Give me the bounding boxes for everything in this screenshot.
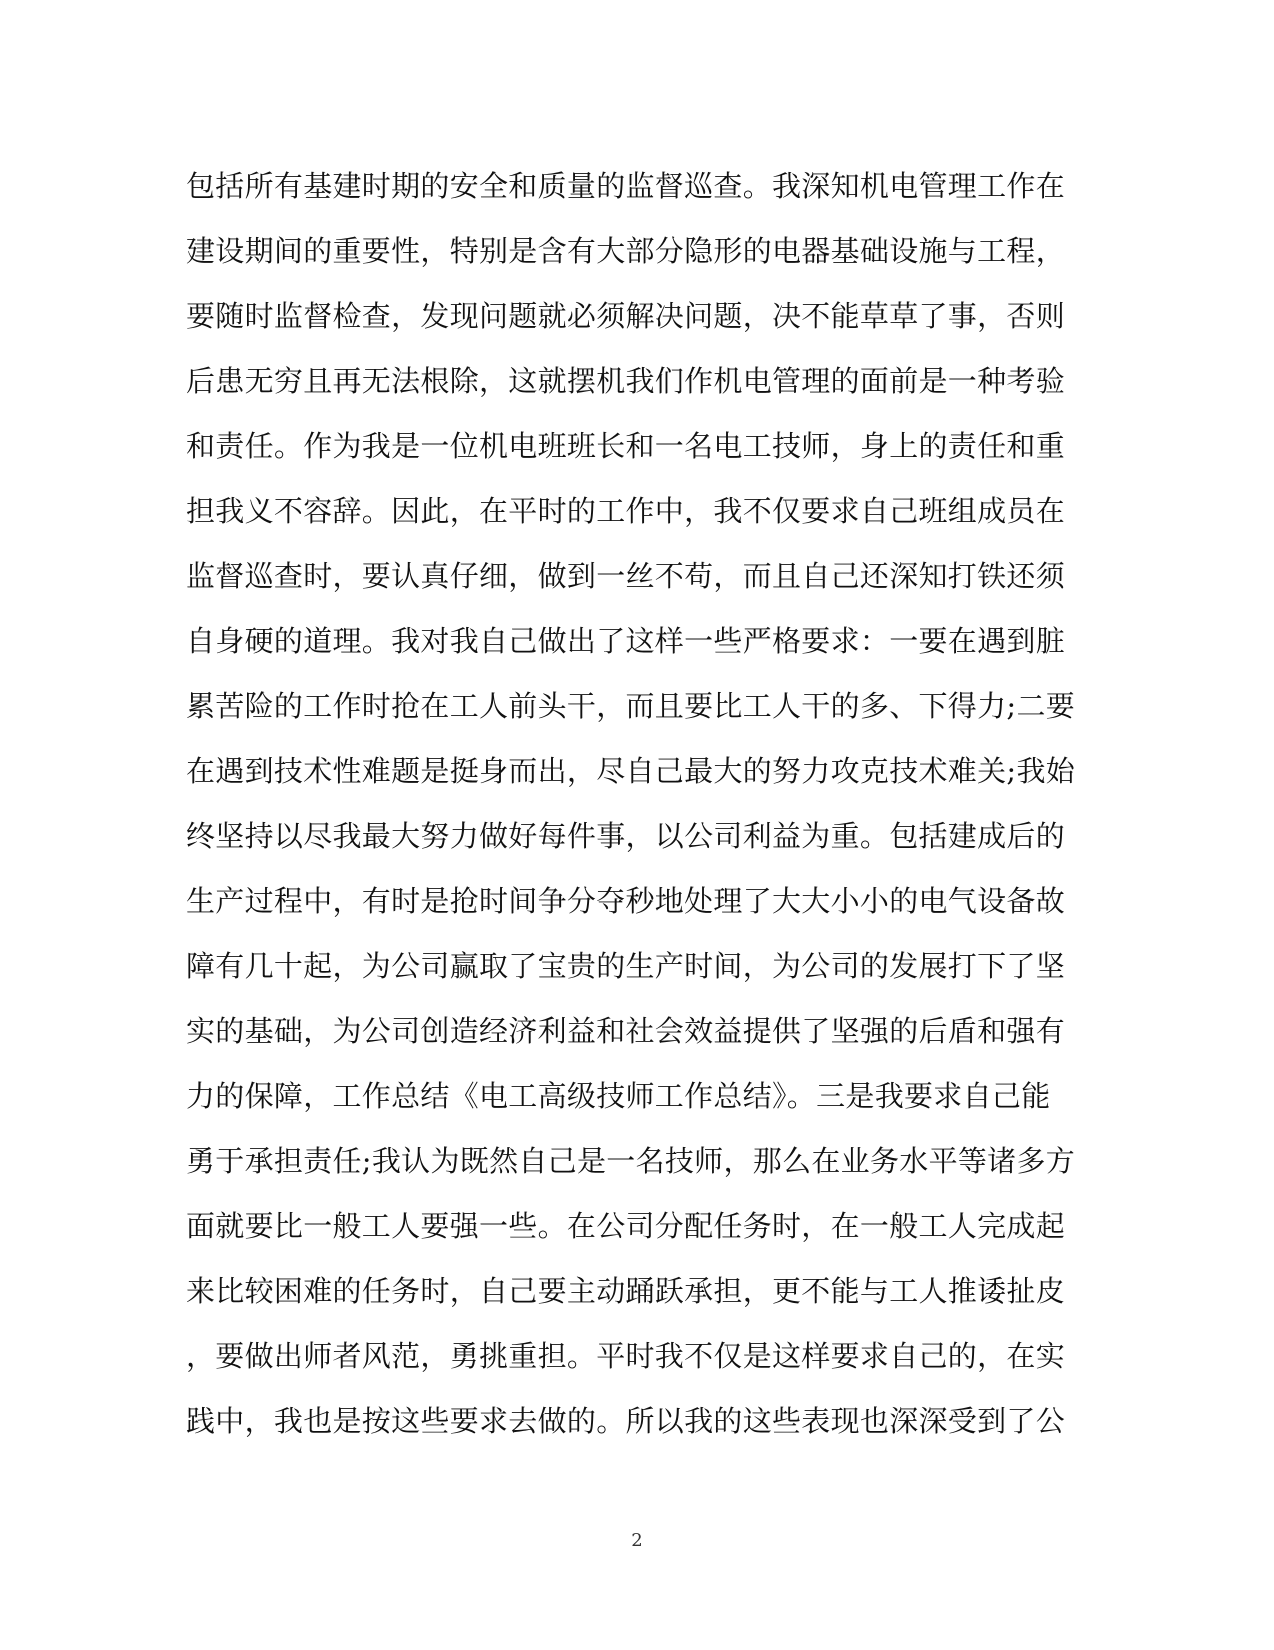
text-line: 包括所有基建时期的安全和质量的监督巡查。我深知机电管理工作在 (186, 169, 1066, 203)
text-line: 障有几十起，为公司赢取了宝贵的生产时间，为公司的发展打下了坚 (186, 949, 1066, 983)
text-line: 和责任。作为我是一位机电班班长和一名电工技师，身上的责任和重 (186, 429, 1066, 463)
text-line: 自身硬的道理。我对我自己做出了这样一些严格要求：一要在遇到脏 (186, 624, 1066, 658)
text-line: 终坚持以尽我最大努力做好每件事，以公司利益为重。包括建成后的 (186, 819, 1066, 853)
text-line: 面就要比一般工人要强一些。在公司分配任务时，在一般工人完成起 (186, 1209, 1066, 1243)
text-line: 力的保障，工作总结《电工高级技师工作总结》。三是我要求自己能 (186, 1079, 1051, 1113)
text-line: 要随时监督检查，发现问题就必须解决问题，决不能草草了事，否则 (186, 299, 1066, 333)
text-line: 勇于承担责任;我认为既然自己是一名技师，那么在业务水平等诸多方 (186, 1144, 1076, 1178)
text-line: ，要做出师者风范，勇挑重担。平时我不仅是这样要求自己的，在实 (186, 1339, 1066, 1373)
text-line: 实的基础，为公司创造经济利益和社会效益提供了坚强的后盾和强有 (186, 1014, 1066, 1048)
text-line: 监督巡查时，要认真仔细，做到一丝不苟，而且自己还深知打铁还须 (186, 559, 1066, 593)
body-text (186, 154, 1086, 1454)
text-line: 来比较困难的任务时，自己要主动踊跃承担，更不能与工人推诿扯皮 (186, 1274, 1066, 1308)
text-line: 生产过程中，有时是抢时间争分夺秒地处理了大大小小的电气设备故 (186, 884, 1066, 918)
text-line: 在遇到技术性难题是挺身而出，尽自己最大的努力攻克技术难关;我始 (186, 754, 1076, 788)
text-line: 担我义不容辞。因此，在平时的工作中，我不仅要求自己班组成员在 (186, 494, 1066, 528)
page-number: 2 (631, 1530, 643, 1551)
text-line: 后患无穷且再无法根除，这就摆机我们作机电管理的面前是一种考验 (186, 364, 1066, 398)
text-line: 建设期间的重要性，特别是含有大部分隐形的电器基础设施与工程， (186, 234, 1066, 268)
text-line: 累苦险的工作时抢在工人前头干，而且要比工人干的多、下得力;二要 (186, 689, 1076, 723)
text-line: 践中，我也是按这些要求去做的。所以我的这些表现也深深受到了公 (186, 1404, 1066, 1438)
